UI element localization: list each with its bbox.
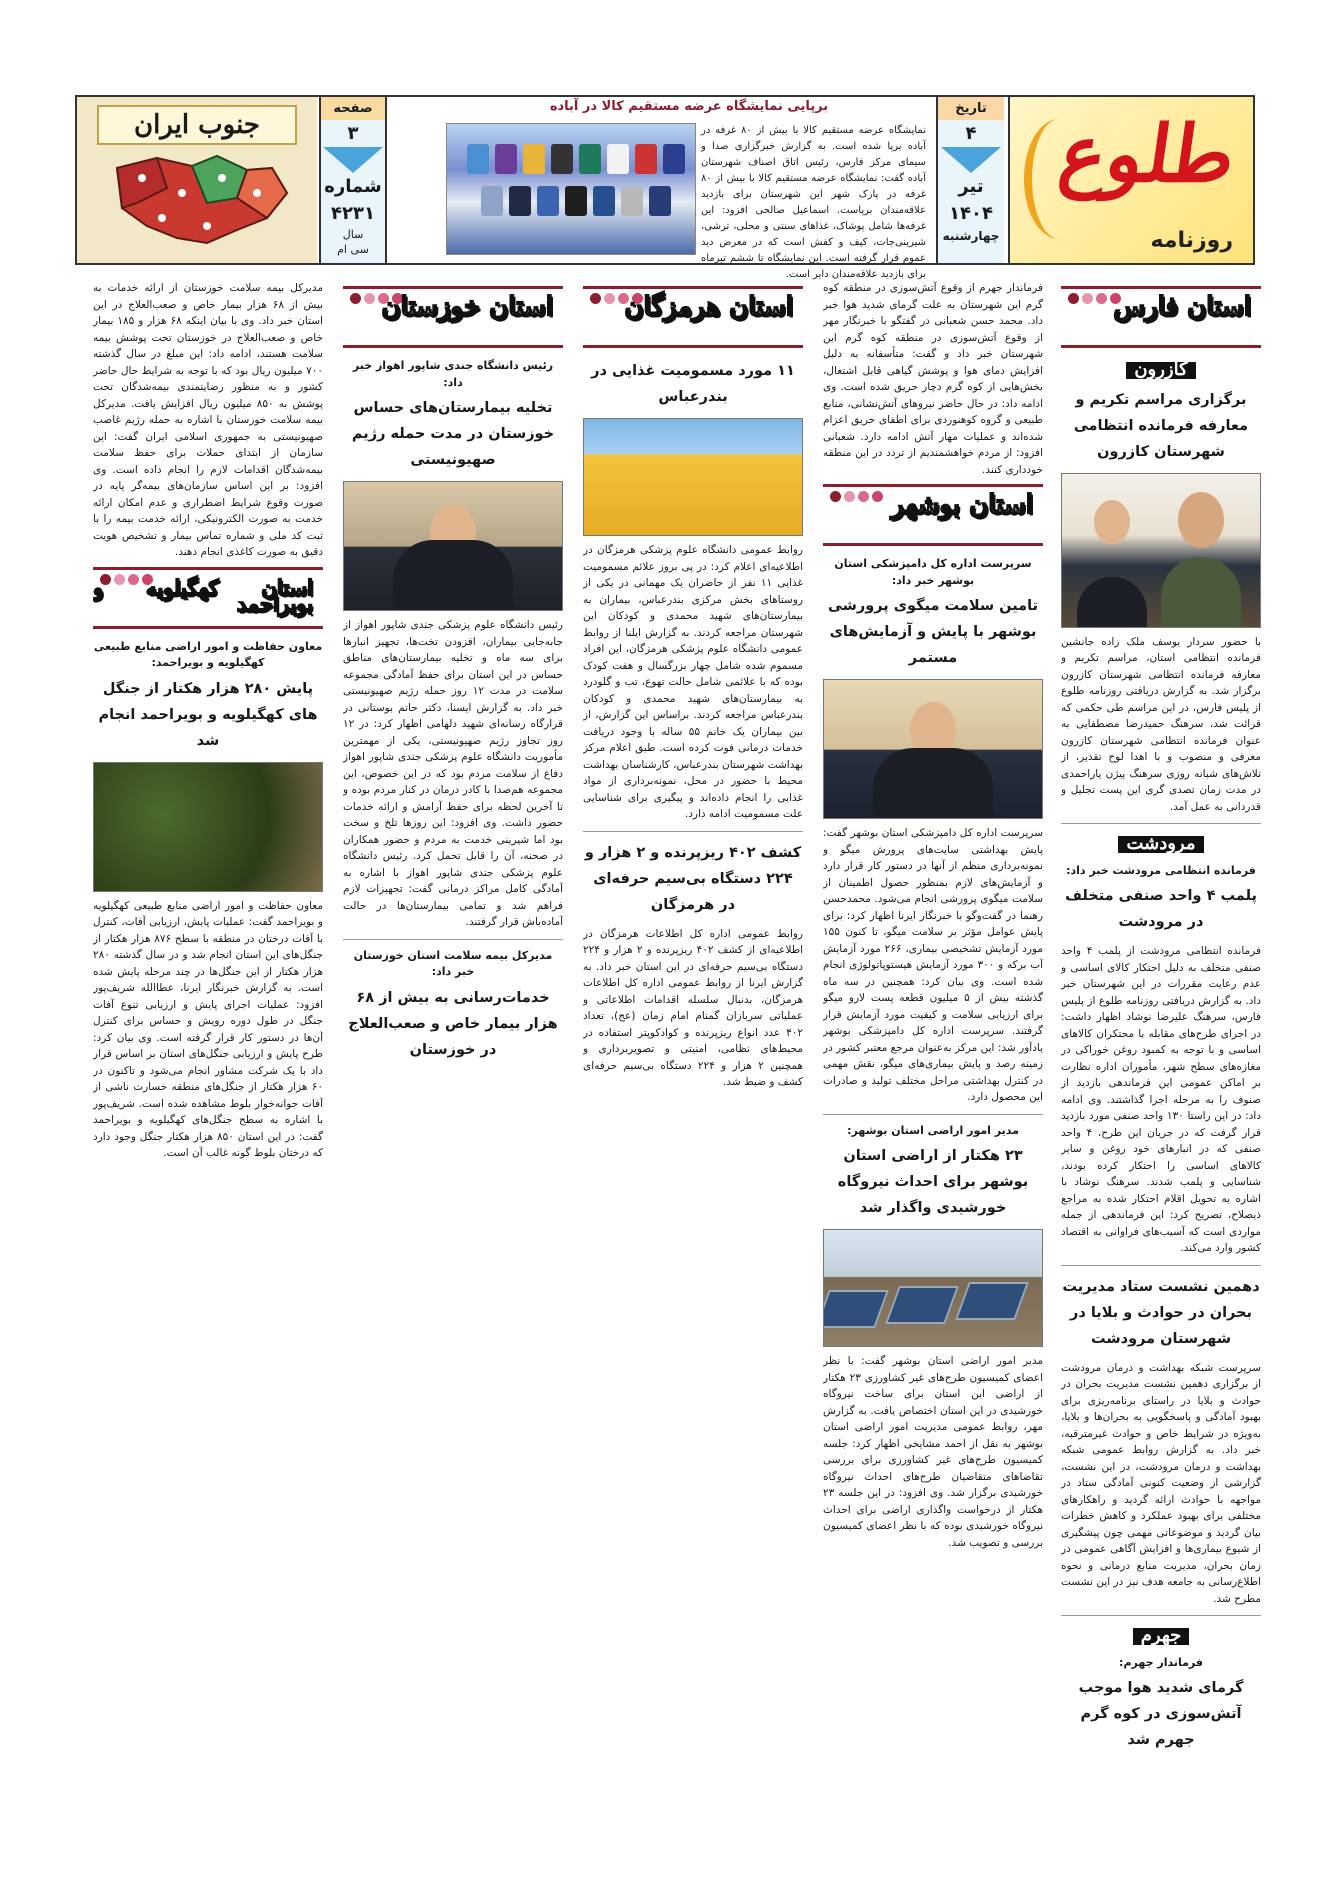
year-value: سی ام (337, 243, 369, 256)
article-body-continued: مدیرکل بیمه سلامت خوزستان از ارائه خدمات به بیش از ۶۸ هزار بیمار خاص و صعب‌العلاج در این استان خبر داد. وی با بیان اینکه ۶۸ هزار و ۱۸۵ بیمار خاص و صعب‌العلاج در خوزستان تحت پوشش بیمه سلامت هستند، ادامه داد: این مبلغ در سال گذشته ۷۰۰ میلیون ریال بود که با توجه به شرایط حال حاضر کشور و به منظور رضایتمندی بیمه‌شدگان تحت پوشش به ۸۵۰ میلیون ریال افزایش یافت. مدیرکل بیمه سلامت خوزستان با اشاره به حمله رژیم غاصب صهیونیستی به جمهوری اسلامی ایران گفت: این سازمان از ابتدای حملات برای حفظ سلامت بیمه‌شدگان اقدامات لازم را انجام داده است. وی افزود: بر این اساس سازمان‌های بیمه‌گر پایه در صورت وقوع شرایط اضطراری و عدم امکان ارائه خدمت به صورت الکترونیکی، ارائه خدمت بیمه را با ثبت کد ملی و شماره تماس بیمار و تشخیص هویت دقیق به صورت کاغذی انجام دهند. (93, 282, 323, 558)
section-header-hormozgan (583, 286, 803, 348)
official-photo (823, 679, 1043, 819)
article-headline[interactable]: پلمب ۴ واحد صنفی متخلف در مرودشت (1065, 888, 1257, 930)
section-title: استان کهگیلویه و بویراحمد (93, 574, 313, 616)
article-headline[interactable]: گرمای شدید هوا موجب آتش‌سوزی در کوه گرم جهرم شد (1078, 1680, 1244, 1748)
article-lead: فرمانده انتظامی مرودشت خبر داد: (1066, 863, 1256, 877)
page-box (319, 97, 387, 263)
article-headline[interactable]: تخلیه بیمارستان‌های حساس خوزستان در مدت حمله رژیم صهیونیستی (351, 400, 555, 468)
date-month: تیر (958, 176, 984, 197)
top-news-text: نمایشگاه عرضه مستقیم کالا با بیش از ۸۰ غرفه در آباده برپا شده است. به گزارش خبرگزاری صدا و سیمای مرکز فارس، رئیس اتاق اصناف شهرستان آباده گفت: نمایشگاه عرضه مستقیم کالا با بیش از ۸۰ غرفه در پارک شهر این شهرستان برای بازدید علاقه‌مندان برپاست. اسماعیل صالحی افزود: این غرفه‌ها شامل پوشاک، غذاهای سنتی و محلی، ترشی، شیرینی‌جات، کیف و کفش است که در معرض دید عموم قرار گرفته است. این نمایشگاه تا ششم تیرماه برای بازدید علاقه‌مندان دایر است. (701, 125, 926, 280)
article-lead: رئیس دانشگاه جندی شاپور اهواز خبر داد: (352, 359, 554, 389)
southern-iran-map-icon (97, 148, 297, 253)
column-bushehr (823, 280, 1043, 1865)
city-tag-marvdasht: مرودشت (1118, 836, 1203, 853)
forest-photo (93, 762, 323, 892)
article-lead: فرماندار جهرم: (1119, 1655, 1203, 1669)
logo-subtitle: روزنامه (1150, 228, 1233, 253)
section-header-khuzestan (343, 286, 563, 348)
city-tag-kazerun: کازرون (1126, 362, 1195, 379)
date-box (936, 97, 1004, 263)
date-label: تاریخ (938, 97, 1004, 120)
article-headline[interactable]: ۲۳ هکتار از اراضی استان بوشهر برای احداث نیروگاه خورشیدی واگذار شد (837, 1148, 1029, 1216)
date-arrow-icon (941, 147, 1001, 173)
exhibition-photo (446, 123, 696, 255)
article-headline[interactable]: خدمات‌رسانی به بیش از ۶۸ هزار بیمار خاص و صعب‌العلاج در خوزستان (348, 989, 558, 1058)
date-year: ۱۴۰۴ (949, 203, 993, 224)
section-header-fars (1061, 286, 1261, 348)
article-lead: معاون حفاظت و امور اراضی منابع طبیعی کهگیلویه و بویراحمد: (93, 639, 323, 669)
article-body: روابط عمومی دانشگاه علوم پزشکی هرمزگان در اطلاعیه‌ای اعلام کرد: در پی بروز علائم مسمومیت غذایی ۱۱ نفر از حاضران یک مهمانی در یکی از روستاهای بخش مرکزی بندرعباس، بیماران به بیمارستان‌های شهید محمدی و کودکان این شهرستان مراجعه کردند. به گزارش ایلنا از روابط عمومی دانشگاه علوم پزشکی هرمزگان، این افراد مسموم شده شامل چهار بزرگسال و هفت کودک بوده که با علائمی شامل حالت تهوع، تب و گلودرد به بیمارستان‌های شهید محمدی و کودکان بندرعباس مراجعه کردند. براساس این گزارش، از بین بیماران یک خانم ۵۵ ساله با وجود دریافت خدمات درمانی فوت کرده است. طبق اعلام مرکز بهداشت شهرستان بندرعباس، کارشناسان بهداشت محیط با حضور در محل، نمونه‌برداری از مواد غذایی را انجام داده‌اند و پیگیری برای شناسایی علت مسمومیت ادامه دارد. (583, 544, 803, 820)
issue-label: شماره (324, 176, 382, 197)
page-number: ۳ (347, 123, 359, 144)
column-hormozgan (583, 280, 803, 1865)
top-news (444, 97, 934, 280)
article-headline[interactable]: کشف ۴۰۲ ریزپرنده و ۲ هزار و ۲۲۴ دستگاه بی‌سیم حرفه‌ای در هرمزگان (584, 844, 802, 913)
date-weekday: چهارشنبه (942, 229, 1000, 243)
article-body-continued: فرماندار جهرم از وقوع آتش‌سوزی در منطقه کوه گرم این شهرستان به علت گرمای شدید هوا خبر داد. محمد حسن شعبانی در گفتگو با خبرنگار مهر از وقوع آتش‌سوزی در منطقه کوه گرم این شهرستان خبر داد و گفت: متأسفانه به دلیل افزایش دمای هوا و پوشش گیاهی قابل اشتعال، بخش‌هایی از کوه گرم دچار حریق شده است. وی ادامه داد: در حال حاضر نیروهای آتش‌نشانی، منابع طبیعی و گروه کوهنوردی برای اطفای حریق اعزام شده‌اند و عملیات مهار آتش ادامه دارد. شعبانی افزود: از مردم خواهشمندیم از تردد در این منطقه خودداری کنند. (823, 282, 1043, 476)
section-title: استان فارس (1113, 292, 1251, 322)
article-body: با حضور سردار یوسف ملک زاده جانشین فرمانده انتظامی استان، مراسم تکریم و معارفه فرمانده انتظامی شهرستان کازرون برگزار شد. به گزارش دریافتی روزنامه طلوع از پلیس فارس، در این مراسم طی حکمی که قرائت شد، سرهنگ حمیدرضا مصطفایی به عنوان فرمانده انتظامی شهرستان کازرون معرفی و منصوب و با اهدا لوح تقدیر، از تلاش‌های شبانه روزی سرهنگ پیژن یاراحمدی در مدت زمان تصدی گری این پست تجلیل و قدردانی به عمل آمد. (1061, 635, 1261, 813)
region-title: جنوب ایران (97, 105, 297, 145)
university-building-photo (583, 418, 803, 536)
section-header-bushehr (823, 484, 1043, 546)
date-day: ۴ (965, 123, 977, 144)
issue-number: ۴۲۳۱ (331, 203, 375, 224)
section-dots-icon (827, 491, 883, 508)
column-kohgiluyeh (93, 280, 323, 1865)
article-lead: سرپرست اداره کل دامپزشکی استان بوشهر خبر داد: (834, 557, 1032, 587)
solar-plant-photo (823, 1229, 1043, 1347)
ceremony-photo (1061, 473, 1261, 628)
article-headline[interactable]: دهمین نشست ستاد مدیریت بحران در حوادث و بلایا در شهرستان مرودشت (1062, 1278, 1260, 1347)
masthead (75, 95, 1255, 280)
article-body: سرپرست شبکه بهداشت و درمان مرودشت از برگزاری دهمین نشست مدیریت بحران در حوادث و بلایا در راستای برنامه‌ریزی برای بهبود آمادگی و پاسخگویی به بحران‌ها و بلایا، به‌ویژه در شرایط خاص و حوادث غیرمترقبه، خبر داد. به گزارش روابط عمومی شبکه بهداشت و درمان مرودشت، در این نشست، گزارشی از وضعیت کنونی آمادگی ستاد در مواجهه با حوادث ارائه گردید و راهکارهای مختلفی برای بهبود عملکرد و کاهش خطرات بیان گردید و موضوعاتی مهمی چون پیشگیری از شیوع بیماری‌ها و افزایش آگاهی عمومی در زمان بحران، مدیریت منابع درمانی و نحوه اطلاع‌رسانی به جامعه هدف نیز در این نشست مطرح شد. (1061, 1361, 1261, 1605)
article-lead: مدیرکل بیمه سلامت استان خوزستان خبر داد: (353, 948, 553, 978)
article-body: مدیر امور اراضی استان بوشهر گفت: با نظر اعضای کمیسیون طرح‌های غیر کشاورزی ۲۳ هکتار از اراضی این استان برای ساخت نیروگاه خورشیدی در این استان اختصاص یافت. به گزارش مهر، روابط عمومی مدیریت امور اراضی استان بوشهر به نقل از احمد مشایخی اظهار کرد: جلسه کمیسیون طرح‌های غیر کشاورزی برای بررسی تقاضاهای متقاضیان طرح‌های احداث نیروگاه خورشیدی برگزار شد. وی افزود: در این جلسه ۲۳ هکتار از درخواست واگذاری اراضی برای احداث نیروگاه خورشیدی بوده که با نظر اعضای کمیسیون بررسی و تصویب شد. (823, 1355, 1043, 1549)
page-arrow-icon (323, 147, 383, 173)
article-lead: مدیر امور اراضی استان بوشهر: (847, 1123, 1019, 1137)
newspaper-logo[interactable] (1008, 97, 1253, 263)
section-header-kohgiluyeh (93, 567, 323, 629)
article-body: سرپرست اداره کل دامپزشکی استان بوشهر گفت: پایش بهداشتی سایت‌های پرورش میگو و نمونه‌برداری منظم از آنها در دستور کار قرار دارد و آزمایش‌های لازم بمنظور حصول اطمینان از سلامت میگوی پرورشی انجام می‌شود. محمدحسن رهنما در گفت‌وگو با خبرنگار ایرنا اظهار کرد: برای پایش عوامل مؤثر بر سلامت میگو، تا کنون ۱۵۵ مورد آزمایش تشخیصی بیماری، ۲۶۶ مورد آزمایش آب برکه و ۳۰۰ مورد آزمایش هیستوپاتولوژی انجام شده است. وی بیان کرد: همچنین در سه ماه گذشته بیش از ۵ میلیون قطعه پست لارو میگو برای ارزیابی سلامت و کیفیت مورد آزمایش قرار گرفتند. سرپرست اداره کل دامپزشکی بوشهر یادآور شد: این مرکز به‌عنوان مرجع معتبر کشور در زمینه رصد و پایش بیماری‌های میگو، نقش مهمی در کنترل بهداشتی مراحل مختلف تولید و صادرات این محصول دارد. (823, 827, 1043, 1103)
article-headline[interactable]: ۱۱ مورد مسمومیت غذایی در بندرعباس (591, 363, 795, 405)
column-khuzestan (343, 280, 563, 1865)
logo-word: طلوع (1053, 109, 1242, 200)
official-photo (343, 481, 563, 611)
article-body: روابط عمومی اداره کل اطلاعات هرمزگان در اطلاعیه‌ای از کشف ۴۰۲ ریزپرنده و ۲ هزار و ۲۲۴ دستگاه بی‌سیم حرفه‌ای در این استان خبر داد. به گزارش ایرنا از روابط عمومی اداره کل اطلاعات هرمزگان، بدنبال سلسله اقدامات اطلاعاتی و عملیاتی سربازان گمنام امام زمان (عج)، تعداد ۴۰۲ عدد انواع ریزپرنده و کوادکوپتر استفاده در محیط‌های نظامی، امنیتی و تصویربرداری و همچنین ۲ هزار و ۲۲۴ دستگاه بی‌سیم حرفه‌ای کشف و ضبط شد. (583, 927, 803, 1088)
page-label: صفحه (321, 97, 385, 120)
city-tag-jahrom: جهرم (1133, 1628, 1190, 1645)
column-fars (1061, 280, 1261, 1865)
section-title: استان هرمزگان (624, 292, 793, 322)
article-headline[interactable]: پایش ۲۸۰ هزار هکتار از جنگل های کهگیلویه و بویراحمد انجام شد (98, 680, 318, 749)
top-news-headline[interactable]: برپایی نمایشگاه عرضه مستقیم کالا در آباده (549, 99, 829, 114)
article-body: معاون حفاظت و امور اراضی منابع طبیعی کهگیلویه و بویراحمد گفت: عملیات پایش، ارزیابی آفات، کنترل با آفات درختان در منطقه با سطح ۸۷۶ هزار هکتار از جنگل‌های این استان انجام شد و در سال گذشته ۲۸۰ هزار هکتار از این جنگل‌ها در چند مرحله پایش شده است. به گزارش خبرنگار ایرنا، عطاالله شریف‌پور افزود: عملیات اجرای پایش و ارزیابی تنوع آفات جنگل در طول دوره رویش و حساس برای کنترل آن‌ها در دستور کار قرار گرفته است. وی بیان کرد: طرح پایش و ارزیابی جنگل‌های استان بر اساس قرار داد با یک شرکت مشاور انجام می‌شود و تاکنون در ۶۰ هزار هکتار از جنگل‌های منطقه خسارت ناشی از آفات جوانه‌خوار بلوط مشاهده شده است. شریف‌پور با اشاره به سطح جنگل‌های کهگیلویه و بویراحمد گفت: در این استان ۸۵۰ هزار هکتار جنگل وجود دارد که درختان بلوط گونه غالب آن است. (93, 899, 323, 1159)
year-label: سال (342, 228, 364, 241)
section-title: استان خوزستان (381, 292, 553, 322)
article-body: فرمانده انتظامی مرودشت از پلمب ۴ واحد صنفی متخلف به دلیل احتکار کالای اساسی و عدم رعایت مقررات در این شهرستان خبر داد. به گزارش دریافتی روزنامه طلوع از پلیس فارس، سرهنگ علیرضا نوشاد اظهار داشت: در اجرای طرح‌های مقابله با محتکران کالاهای اساسی و با توجه به کمبود روغن خوراکی در مغازه‌های سطح شهر، مأموران اداره نظارت بر اماکن عمومی این فرماندهی بازدید از صنوف را به مرحله اجرا گذاشتند. وی ادامه داد: در این راستا ۱۳۰ واحد صنفی مورد بازدید قرار گرفت که در جریان این طرح، ۴ واحد صنفی که در انبارهای خود روغن و سایر کالاهای اساسی را احتکار کرده بودند، شناسایی و پلمب شدند. سرهنگ نوشاد با اشاره به تحویل اقلام احتکار شده به مراجع ذیصلاح، تصریح کرد: این فرماندهی از جمله مواردی است که آسیب‌های فراوانی به اقتصاد کشور وارد می‌کند. (1061, 945, 1261, 1254)
article-body: رئیس دانشگاه علوم پزشکی جندی شاپور اهواز از جابه‌جایی بیماران، افزودن تخت‌ها، تجهیز انبارها برای سه ماه و تخلیه بیمارستان‌های مناطق حساس در این استان برای حفظ آمادگی مجموعه سلامت در مدت ۱۲ روز حمله رژیم صهیونیستی خبر داد. به گزارش ایسنا، دکتر حاتم بوستانی در قرارگاه رسانه‌ای شهید دلهامی اظهار کرد: در ۱۲ روز تجاوز رژیم صهیونیستی، یکی از مهمترین مأموریت دانشگاه علوم پزشکی جندی شاپور اهواز دفاع از سلامت مردم بود که در این خصوص، این مجموعه هم‌صدا با کادر درمان در کنار مردم بوده و تا آخرین لحظه برای حفظ آرامش و ارائه خدمات حضور داشت. وی افزود: این روزها تلخ و سخت بود اما شیرینی خدمت به مردم و حضور همکاران در صحنه، آن را قابل تحمل کرد. رئیس دانشگاه علوم پزشکی جندی شاپور اهواز با اشاره به آمادگی کامل مراکز درمانی گفت: تجهیزات لازم فراهم شد و تمامی بیمارستان‌ها در حالت آماده‌باش قرار گرفتند. (343, 619, 563, 928)
section-title: استان بوشهر (891, 490, 1033, 520)
article-headline[interactable]: تامین سلامت میگوی پرورشی بوشهر با پایش و آزمایش‌های مستمر (827, 598, 1039, 666)
article-headline[interactable]: برگزاری مراسم تکریم و معارفه فرمانده انتظامی شهرستان کازرون (1073, 391, 1249, 460)
region-box (77, 97, 317, 263)
